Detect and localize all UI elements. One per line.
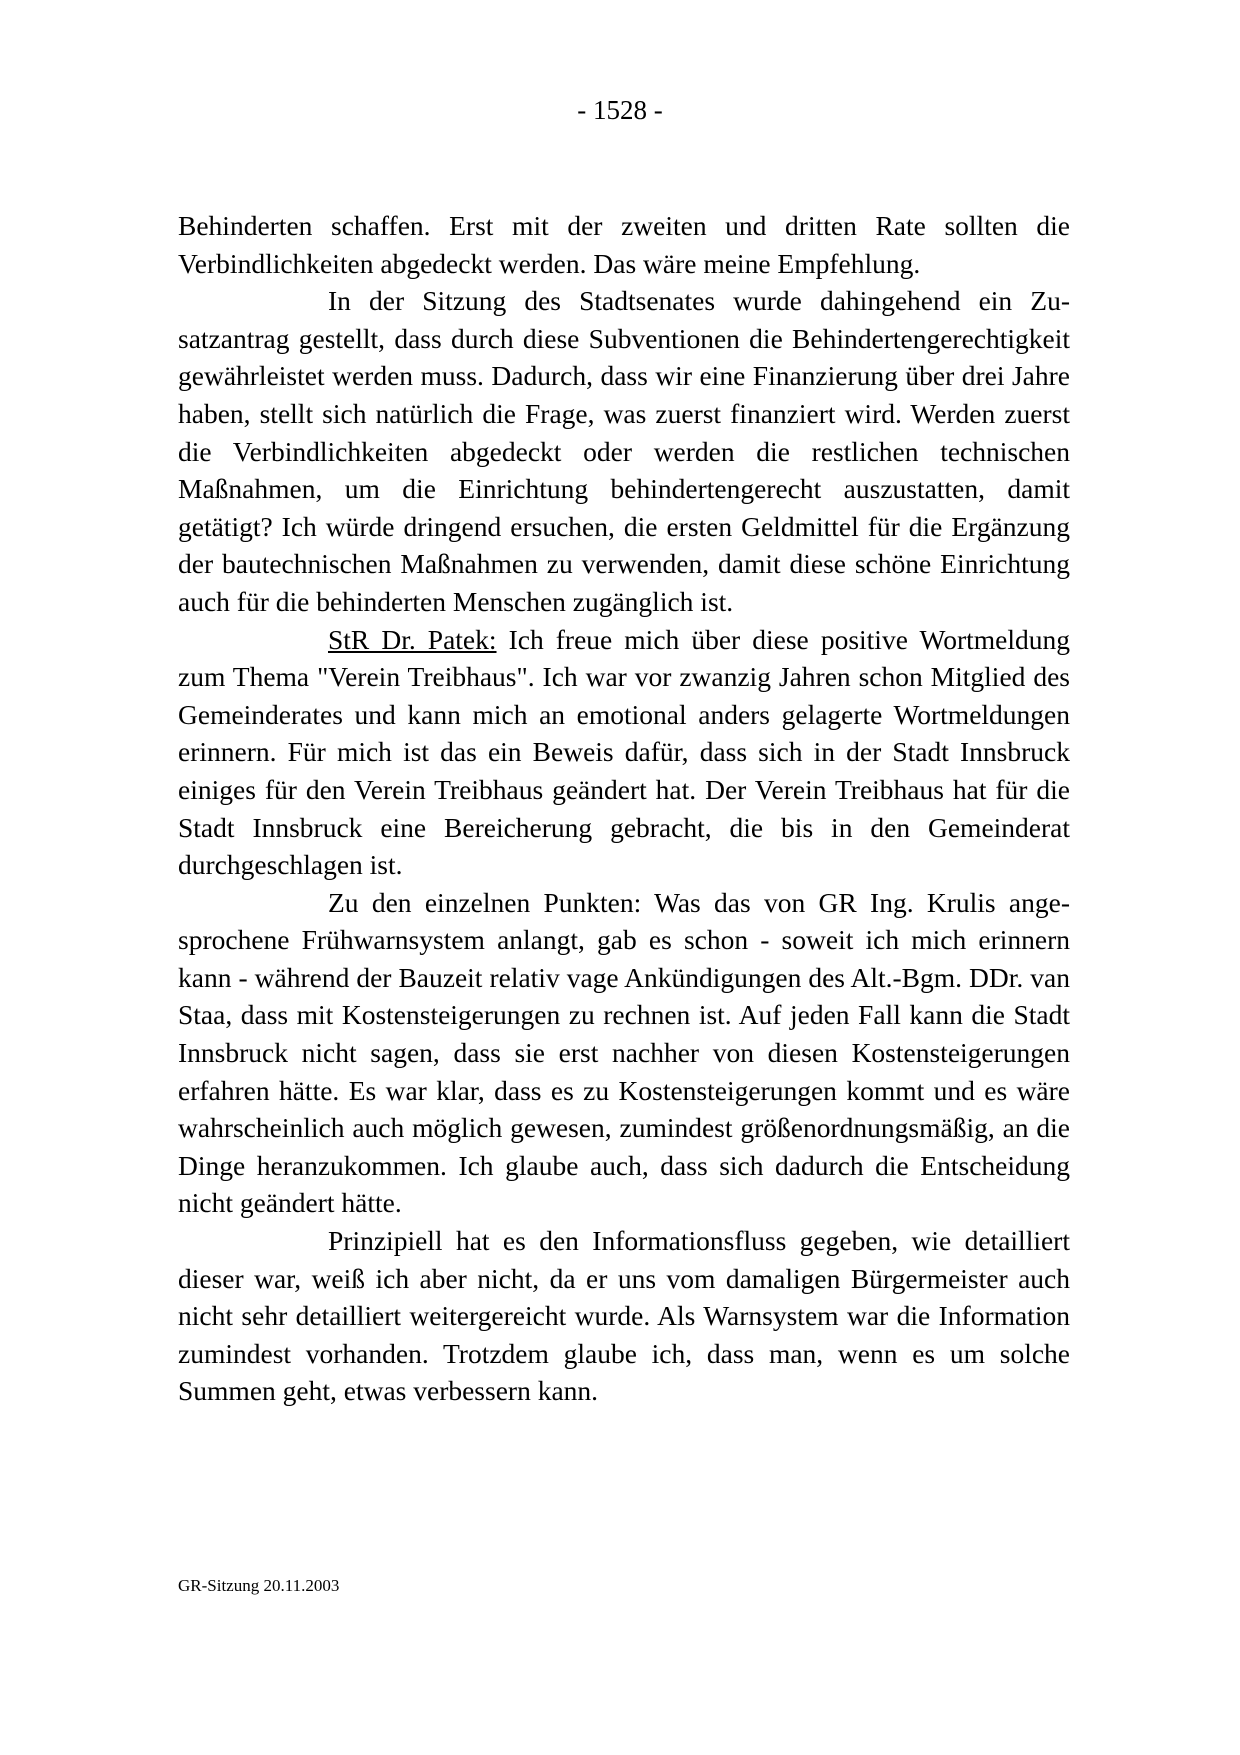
document-body (178, 207, 1070, 1410)
paragraph-3 (178, 621, 1070, 884)
paragraph-3-text: Ich freue mich über diese positive Wortmeldung zum Thema "Verein Treibhaus". Ich war vor zwanzig Jahren schon Mitglied des Gemeinderates und kann mich an emotional anders gelagerte Wortmeldungen erinnern. Für mich ist das ein Beweis dafür, dass sich in der Stadt Innsbruck einiges für den Verein Treibhaus geändert hat. Der Verein Treibhaus hat für die Stadt Innsbruck eine Bereicherung gebracht, die bis in den Gemeinderat durchgeschlagen ist. (178, 623, 1070, 881)
paragraph-5: Prinzipiell hat es den Informationsfluss gegeben, wie detailliert dieser war, weiß ich aber nicht, da er uns vom damaligen Bürgermeister auch nicht sehr detailliert weitergereicht wurde. Als Warnsystem war die Information zumindest vorhanden. Trotzdem glaube ich, dass man, wenn es um solche Summen geht, etwas verbessern kann. (178, 1225, 1070, 1407)
page-number: - 1528 - (577, 95, 663, 125)
speaker-name: StR Dr. Patek: (328, 623, 497, 655)
paragraph-4: Zu den einzelnen Punkten: Was das von GR Ing. Krulis angesprochene Frühwarnsystem anlangt, gab es schon - soweit ich mich erinnern kann - während der Bauzeit relativ vage Ankündigungen des Alt.-Bgm. DDr. van Staa, dass mit Kostensteigerungen zu rechnen ist. Auf jeden Fall kann die Stadt Innsbruck nicht sagen, dass sie erst nachher von diesen Kostensteigerungen erfahren hätte. Es war klar, dass es zu Kostensteigerungen kommt und es wäre wahrscheinlich auch möglich gewesen, zumindest größenordnungsmäßig, an die Dinge heranzukommen. Ich glaube auch, dass sich dadurch die Entscheidung nicht geändert hätte. (178, 886, 1070, 1219)
footer-session-date: GR-Sitzung 20.11.2003 (178, 1576, 340, 1595)
paragraph-1: Behinderten schaffen. Erst mit der zweiten und dritten Rate sollten die Verbindlichkeiten abgedeckt werden. Das wäre meine Empfehlung. (178, 210, 1070, 279)
paragraph-2: In der Sitzung des Stadtsenates wurde dahingehend ein Zusatzantrag gestellt, dass durch diese Subventionen die Behindertengerechtigkeit gewährleistet werden muss. Dadurch, dass wir eine Finanzierung über drei Jahre haben, stellt sich natürlich die Frage, was zuerst finanziert wird. Werden zuerst die Verbindlichkeiten abgedeckt oder werden die restlichen technischen Maßnahmen, um die Einrichtung behindertengerecht auszustatten, damit getätigt? Ich würde dringend ersuchen, die ersten Geldmittel für die Ergänzung der bautechnischen Maßnahmen zu verwenden, damit diese schöne Einrichtung auch für die behinderten Menschen zugänglich ist. (178, 285, 1070, 617)
